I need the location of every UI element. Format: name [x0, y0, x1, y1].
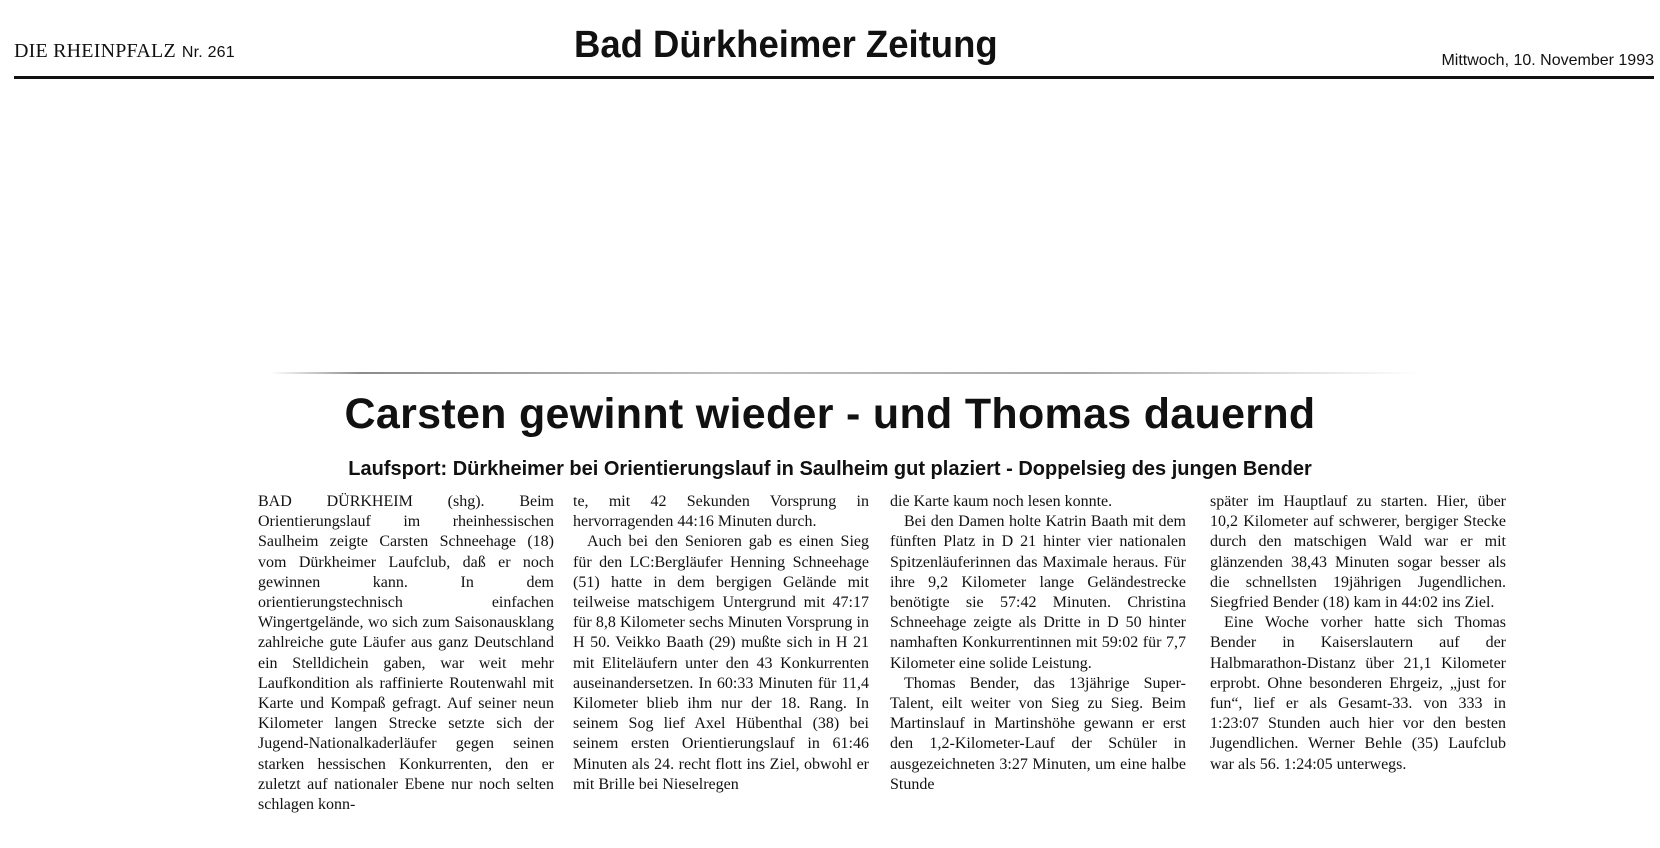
paragraph: Auch bei den Senioren gab es einen Sieg für den LC:Bergläufer Henning Schneehage (51) hatte in dem bergigen Gelände mit teilweise matschigem Untergrund mit 47:17 für 8,8 Kilometer sechs Minuten Vorsprung in H 50. Veikko Baath (29) mußte sich in H 21 mit Eliteläufern unter den 43 Konkurrenten auseinandersetzen. In 60:33 Minuten für 11,4 Kilometer blieb ihm nur der 18. Rang. In seinem Sog lief Axel Hübenthal (38) bei seinem ersten Orientierungslauf in 61:46 Minuten als 24. recht flott ins Ziel, obwohl er mit Brille bei Nieselregen [573, 533, 869, 793]
article-column-1 [258, 492, 554, 815]
newspaper-name-text: DIE RHEINPFALZ [14, 40, 176, 62]
masthead-rule [14, 76, 1654, 79]
paragraph: Bei den Damen holte Katrin Baath mit dem fünften Platz in D 21 hinter vier nationalen Spitzenläuferinnen das Maximale heraus. Für ihre 9,2 Kilometer lange Geländestrecke benötigte sie 57:42 Minuten. Christina Schneehage zeigte als Dritte in D 50 hinter namhaften Konkurrentinnen mit 59:02 für 7,7 Kilometer eine solide Leistung. [890, 513, 1186, 672]
clipping-edge-line [270, 372, 1420, 374]
newspaper-name [14, 40, 235, 63]
paragraph: te, mit 42 Sekunden Vorsprung in hervorragenden 44:16 Minuten durch. [573, 493, 869, 531]
paragraph: die Karte kaum noch lesen konnte. [890, 493, 1113, 510]
publication-date: Mittwoch, 10. November 1993 [1441, 52, 1654, 69]
paragraph: Eine Woche vorher hatte sich Thomas Bender in Kaiserslautern auf der Halbmarathon-Distanz über 21,1 Kilometer erprobt. Ohne besonderen Ehrgeiz, „just for fun“, lief er als Gesamt-33. von 333 in 1:23:07 Stunden auch hier vor den besten Jugendlichen. Werner Behle (35) Laufclub war als 56. 1:24:05 unterwegs. [1210, 614, 1506, 773]
article-column-3 [890, 492, 1186, 795]
issue-number: Nr. 261 [181, 44, 235, 61]
article-body [0, 492, 1660, 832]
article-column-2 [573, 492, 869, 795]
paragraph: Thomas Bender, das 13jährige Super-Talent, eilt weiter von Sieg zu Sieg. Beim Martinslauf in Martinshöhe gewann er erst den 1,2-Kilometer-Lauf der Schüler in ausgezeichneten 3:27 Minuten, um eine halbe Stunde [890, 674, 1186, 793]
local-edition-title: Bad Dürkheimer Zeitung [574, 24, 998, 66]
masthead [14, 18, 1654, 78]
paragraph: später im Hauptlauf zu starten. Hier, über 10,2 Kilometer auf schwerer, bergiger Stecke durch den matschigen Wald war er mit glänzenden 38,43 Minuten sogar besser als die schnellsten 19jährigen Jugendlichen. Siegfried Bender (18) kam in 44:02 ins Ziel. [1210, 493, 1506, 612]
article-column-4 [1210, 492, 1506, 775]
paragraph: BAD DÜRKHEIM (shg). Beim Orientierungslauf im rheinhessischen Saulheim zeigte Carsten Schneehage (18) vom Dürkheimer Laufclub, daß er noch gewinnen kann. In dem orientierungstechnisch einfachen Wingertgelände, wo sich zum Saisonausklang zahlreiche gute Läufer aus ganz Deutschland ein Stelldichein gaben, war weit mehr Laufkondition als raffinierte Routenwahl mit Karte und Kompaß gefragt. Auf seiner neun Kilometer langen Strecke setzte sich der Jugend-Nationalkaderläufer gegen seinen starken hessischen Konkurrenten, den er zuletzt auf nationaler Ebene nur noch selten schlagen konn- [258, 493, 554, 814]
article-subheadline: Laufsport: Dürkheimer bei Orientierungslauf in Saulheim gut plaziert - Doppelsieg des jungen Bender [348, 458, 1312, 480]
article-headline: Carsten gewinnt wieder - und Thomas dauernd [344, 390, 1316, 438]
